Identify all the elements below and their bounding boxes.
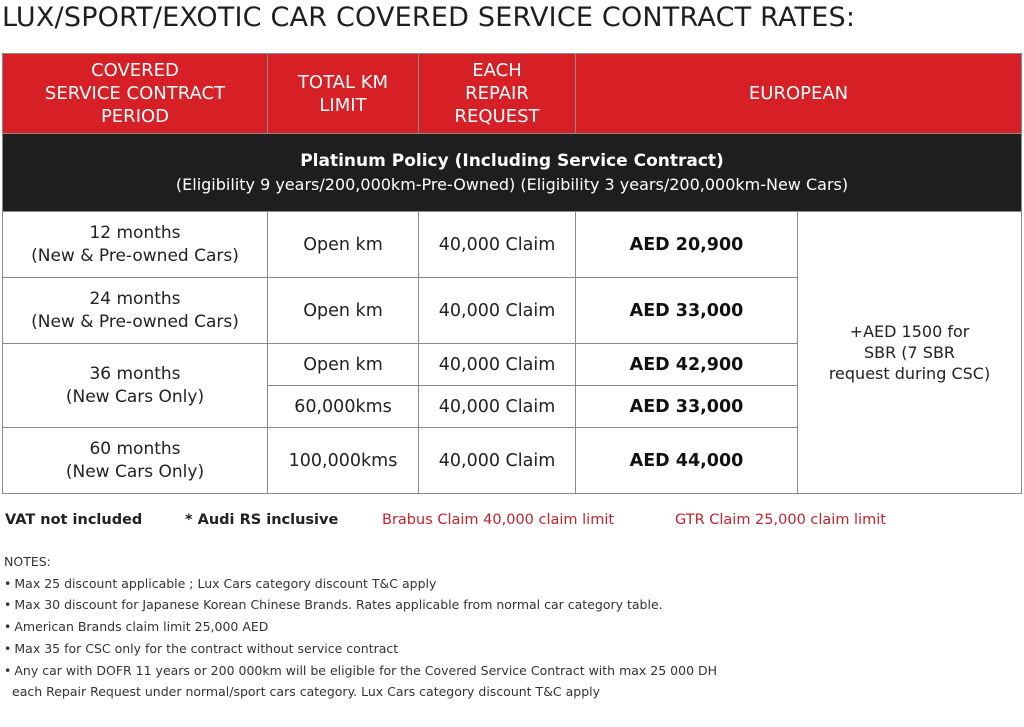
km-limit-cell: Open km [268, 278, 419, 344]
gtr-note: GTR Claim 25,000 claim limit [675, 512, 886, 528]
header-period-line: SERVICE CONTRACT [44, 83, 226, 104]
header-period [3, 54, 268, 134]
period-label: 60 months [89, 438, 181, 459]
claim-cell: 40,000 Claim [419, 212, 576, 278]
note-text: Any car with DOFR 11 years or 200 000km will be eligible for the Covered Service Contract with max 25 000 DH [14, 662, 718, 678]
bullet-icon: • [4, 640, 12, 656]
km-limit-cell: Open km [268, 212, 419, 278]
list-item-continuation: each Repair Request under normal/sport cars category. Lux Cars category discount T&C apply [12, 684, 601, 700]
bullet-icon: • [4, 662, 12, 678]
claim-cell: 40,000 Claim [419, 428, 576, 494]
policy-band [3, 134, 1022, 212]
bullet-icon: • [4, 619, 12, 635]
sbr-line: SBR (7 SBR [863, 343, 956, 362]
list-item [4, 573, 717, 595]
km-limit-cell: 100,000kms [268, 428, 419, 494]
page-title: LUX/SPORT/EXOTIC CAR COVERED SERVICE CONTRACT RATES: [2, 2, 856, 33]
header-period-line: COVERED [91, 60, 179, 81]
header-repair-line: EACH [472, 60, 522, 81]
period-note: (New Cars Only) [65, 386, 205, 407]
notes-heading: NOTES: [4, 554, 51, 569]
notes-list [4, 573, 717, 703]
price-cell: AED 33,000 [576, 386, 798, 428]
note-text: American Brands claim limit 25,000 AED [14, 619, 269, 635]
period-cell [3, 278, 268, 344]
vat-note: VAT not included [5, 512, 143, 528]
period-label: 12 months [89, 222, 181, 243]
note-text: Max 30 discount for Japanese Korean Chinese Brands. Rates applicable from normal car category table. [14, 597, 663, 613]
list-item [4, 594, 717, 616]
policy-name: Platinum Policy (Including Service Contract) [300, 150, 724, 171]
period-label: 36 months [89, 363, 181, 384]
policy-eligibility: (Eligibility 9 years/200,000km-Pre-Owned) (Eligibility 3 years/200,000km-New Cars) [175, 174, 849, 194]
header-km-line: LIMIT [319, 94, 367, 116]
price-cell: AED 42,900 [576, 344, 798, 386]
claim-cell: 40,000 Claim [419, 386, 576, 428]
price-cell: AED 44,000 [576, 428, 798, 494]
km-limit-cell: Open km [268, 344, 419, 386]
header-repair-request [419, 54, 576, 134]
note-text: Max 35 for CSC only for the contract without service contract [14, 640, 399, 656]
price-cell: AED 33,000 [576, 278, 798, 344]
header-repair-line: REPAIR [465, 83, 529, 104]
sbr-line: request during CSC) [828, 364, 991, 383]
claim-cell: 40,000 Claim [419, 344, 576, 386]
header-km-limit [268, 54, 419, 134]
bullet-icon: • [4, 597, 12, 613]
list-item [4, 638, 717, 660]
list-item [4, 660, 717, 682]
note-text: Max 25 discount applicable ; Lux Cars category discount T&C apply [14, 575, 437, 591]
period-note: (New Cars Only) [65, 461, 205, 482]
claim-cell: 40,000 Claim [419, 278, 576, 344]
km-limit-cell: 60,000kms [268, 386, 419, 428]
header-repair-line: REQUEST [454, 106, 540, 127]
period-cell [3, 344, 268, 428]
period-note: (New & Pre-owned Cars) [31, 311, 239, 332]
header-european: EUROPEAN [576, 54, 1022, 134]
bullet-icon: • [4, 575, 12, 591]
notes-section [4, 551, 717, 703]
sbr-line: +AED 1500 for [849, 322, 970, 341]
sbr-cell [798, 212, 1022, 494]
rates-table [2, 53, 1022, 494]
list-item [4, 616, 717, 638]
audi-note: * Audi RS inclusive [185, 512, 339, 528]
brabus-note: Brabus Claim 40,000 claim limit [382, 512, 615, 528]
header-km-line: TOTAL KM [297, 71, 389, 93]
period-cell [3, 212, 268, 278]
table-header-row [3, 54, 1022, 134]
period-note: (New & Pre-owned Cars) [31, 245, 239, 266]
period-cell [3, 428, 268, 494]
period-label: 24 months [89, 288, 181, 309]
price-cell: AED 20,900 [576, 212, 798, 278]
header-period-line: PERIOD [100, 106, 170, 127]
table-row [3, 212, 1022, 278]
policy-band-row [3, 134, 1022, 212]
